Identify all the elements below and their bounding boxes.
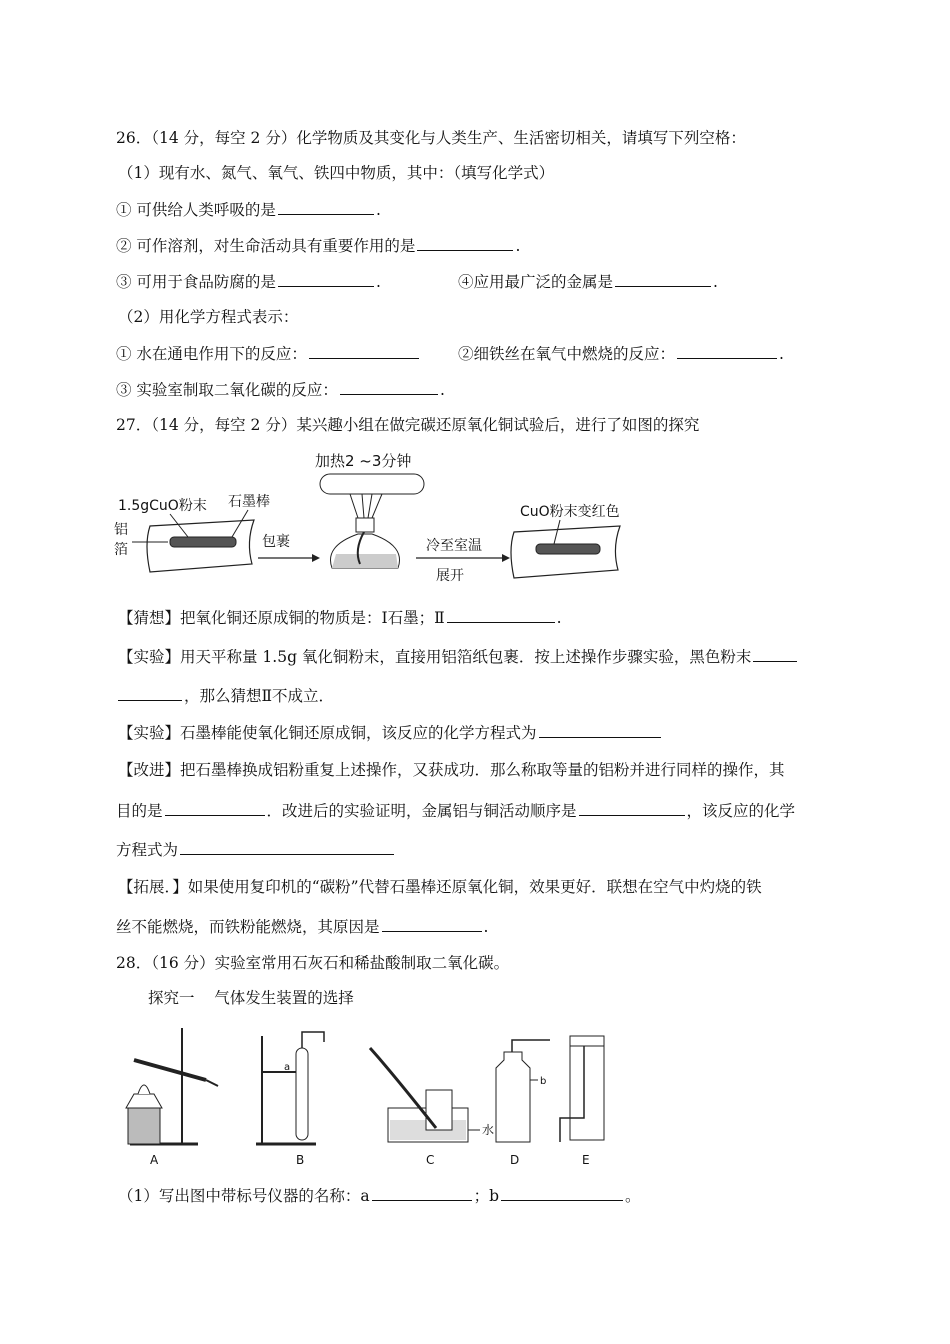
q26-eq3-blank[interactable] (340, 379, 438, 395)
q26-eq2-text: ②细铁丝在氧气中燃烧的反应： (458, 345, 676, 363)
q27-exp2-blank[interactable] (539, 722, 661, 738)
q28-header: 28．（16 分）实验室常用石灰石和稀盐酸制取二氧化碳。 (116, 954, 510, 972)
cool-label-1: 冷至室温 (426, 538, 482, 554)
q28-q1-text-b: ；b (473, 1187, 500, 1205)
apparatus-c (370, 1048, 480, 1142)
arrow-head-1 (312, 554, 320, 562)
wrap-label: 包裹 (262, 534, 290, 550)
q26-item3 (116, 271, 381, 292)
apparatus-e (560, 1036, 604, 1142)
q26-eq2-blank[interactable] (677, 343, 777, 359)
q28-q1 (118, 1185, 641, 1206)
q28-q1-text-a: （1）写出图中带标号仪器的名称：a (118, 1187, 370, 1205)
q26-eq3-text: ③ 实验室制取二氧化碳的反应： (116, 381, 338, 399)
flame-shape (350, 494, 382, 518)
q28-sub1: 探究一 气体发生装置的选择 (148, 989, 354, 1007)
period: . (556, 609, 562, 627)
period: . (483, 918, 489, 936)
q27-extend-line1: 【拓展．】如果使用复印机的“碳粉”代替石墨棒还原氧化铜，效果更好．联想在空气中灼烧的铁 (118, 878, 762, 896)
powder-label: 1.5gCuO粉末 (118, 498, 207, 514)
q27-exp2-text: 【实验】石墨棒能使氧化铜还原成铜，该反应的化学方程式为 (118, 724, 537, 742)
foil-label-1: 铝 (114, 522, 128, 538)
q26-item4-text: ④应用最广泛的金属是 (458, 273, 614, 291)
q28-q1-end: 。 (625, 1187, 641, 1205)
q26-eq2 (458, 343, 784, 364)
q28-q1-blank-b[interactable] (501, 1185, 623, 1201)
label-c: C (426, 1153, 435, 1167)
period: . (779, 345, 784, 363)
water-label: 水 (482, 1123, 495, 1137)
apparatus-d (496, 1040, 550, 1142)
q26-eq1-text: ① 水在通电作用下的反应： (116, 345, 307, 363)
mark-b: b (540, 1076, 547, 1087)
q26-eq1 (116, 343, 421, 364)
q26-item3-blank[interactable] (278, 271, 374, 287)
q26-item1-blank[interactable] (278, 199, 374, 215)
q27-exp1-text-b: ，那么猜想Ⅱ不成立． (184, 687, 335, 705)
q27-improve-text-c: 方程式为 (116, 841, 179, 859)
q26-eq1-blank[interactable] (309, 343, 419, 359)
heat-label: 加热2 ~3分钟 (315, 452, 412, 470)
period: . (515, 237, 521, 255)
q26-item2 (116, 235, 520, 256)
q28-apparatus-figure (120, 1020, 620, 1172)
q27-exp1-line1 (118, 646, 799, 667)
apparatus-b (256, 1032, 324, 1144)
q27-exp1-blank-b[interactable] (118, 685, 182, 701)
q27-extend-blank[interactable] (382, 916, 482, 932)
label-d: D (510, 1153, 520, 1167)
q27-improve-text-b2: ．改进后的实验证明，金属铝与铜活动顺序是 (266, 802, 577, 820)
q26-item4-blank[interactable] (615, 271, 711, 287)
q27-extend-line2 (116, 916, 488, 937)
q27-exp1-line2 (116, 685, 334, 706)
q27-exp2 (118, 722, 663, 743)
q27-improve-text-b3: ，该反应的化学 (686, 802, 796, 820)
apparatus-a (126, 1028, 218, 1144)
test-tube-shape (320, 474, 424, 494)
cool-label-2: 展开 (436, 568, 464, 584)
alcohol-liquid (332, 554, 398, 568)
q27-improve-blank-3[interactable] (180, 839, 394, 855)
q27-improve-text-b1: 目的是 (116, 802, 163, 820)
q26-item1-text: ① 可供给人类呼吸的是 (116, 201, 276, 219)
q27-guess (118, 607, 562, 628)
rod-label: 石墨棒 (228, 494, 270, 510)
q27-improve-line3 (116, 839, 396, 860)
q27-improve-blank-2[interactable] (579, 800, 685, 816)
q26-header: 26．（14 分，每空 2 分）化学物质及其变化与人类生产、生活密切相关，请填写下列空格： (116, 129, 746, 147)
q26-item2-text: ② 可作溶剂，对生命活动具有重要作用的是 (116, 237, 416, 255)
q27-improve-line1: 【改进】把石墨棒换成铝粉重复上述操作，又获成功．那么称取等量的铝粉并进行同样的操作，其 (118, 761, 785, 779)
q26-eq3 (116, 379, 445, 400)
label-e: E (582, 1153, 590, 1167)
q26-item3-text: ③ 可用于食品防腐的是 (116, 273, 276, 291)
label-b: B (296, 1153, 305, 1167)
period: . (439, 381, 445, 399)
label-a: A (150, 1153, 159, 1167)
arrow-head-2 (502, 554, 510, 562)
q26-item4 (458, 271, 718, 292)
lamp-cap-shape (356, 518, 374, 532)
q27-experiment-figure (110, 446, 670, 594)
red-powder-rod-shape (536, 544, 600, 554)
q27-guess-text: 【猜想】把氧化铜还原成铜的物质是：Ⅰ石墨；Ⅱ (118, 609, 445, 627)
graphite-rod-shape (170, 537, 236, 547)
q27-exp1-text-a: 【实验】用天平称量 1.5g 氧化铜粉末，直接用铝箔纸包裹．按上述操作步骤实验，黑色粉末 (118, 648, 752, 666)
q26-item1 (116, 199, 381, 220)
q27-improve-blank-1[interactable] (165, 800, 265, 816)
foil-label-2: 箔 (114, 542, 128, 558)
q27-exp1-blank-a[interactable] (753, 646, 797, 662)
q27-improve-line2 (116, 800, 795, 821)
period: . (375, 273, 381, 291)
q27-header: 27．（14 分，每空 2 分）某兴趣小组在做完碳还原氧化铜试验后，进行了如图的探究 (116, 416, 700, 434)
q28-q1-blank-a[interactable] (372, 1185, 472, 1201)
period: . (713, 273, 718, 291)
period: . (375, 201, 381, 219)
q27-guess-blank[interactable] (447, 607, 555, 623)
q26-item2-blank[interactable] (417, 235, 513, 251)
mark-a: a (284, 1062, 291, 1073)
q27-extend-text-b: 丝不能燃烧，而铁粉能燃烧，其原因是 (116, 918, 380, 936)
result-label: CuO粉末变红色 (520, 504, 620, 520)
q26-part2-intro: （2）用化学方程式表示： (118, 308, 299, 326)
q26-part1-intro: （1）现有水、氮气、氧气、铁四中物质，其中：（填写化学式） (118, 164, 555, 182)
